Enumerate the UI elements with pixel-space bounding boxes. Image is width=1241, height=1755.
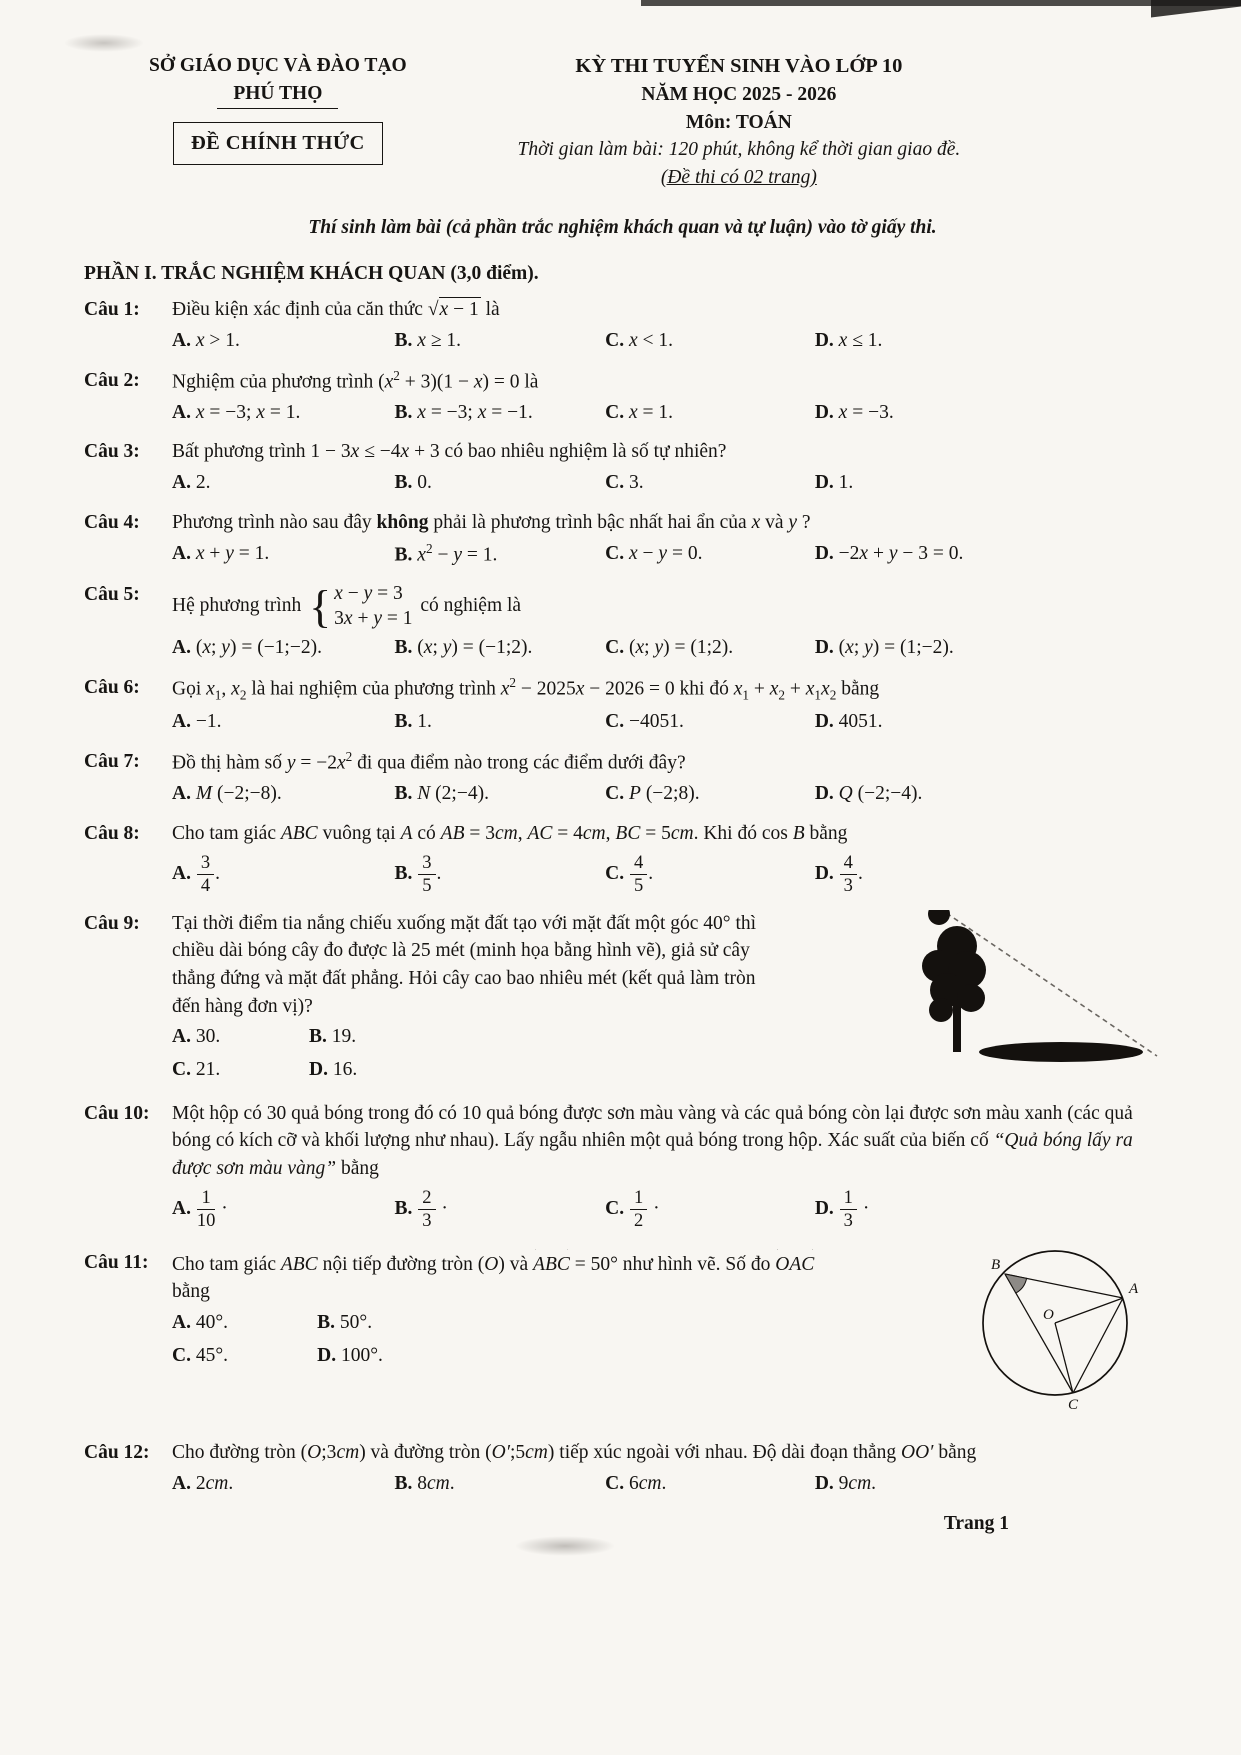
question-options <box>172 708 1161 736</box>
option-C: C. −4051. <box>605 711 684 733</box>
exam-title: KỲ THI TUYỂN SINH VÀO LỚP 10 <box>575 55 903 77</box>
question-text: Cho đường tròn (O;3cm) và đường tròn (O′;5cm) tiếp xúc ngoài với nhau. Độ dài đoạn thẳng OO′ bằng <box>172 1442 977 1464</box>
option-C: C. 21. <box>172 1059 221 1081</box>
option-C: C. 3. <box>605 472 644 494</box>
option-A: A. M (−2;−8). <box>172 783 282 805</box>
question-text: Điều kiện xác định của căn thức √x − 1 là <box>172 299 500 321</box>
option-A: A. 2cm. <box>172 1473 234 1495</box>
question-text: Cho tam giác ABC vuông tại A có AB = 3cm, AC = 4cm, BC = 5cm. Khi đó cos B bằng <box>172 822 848 844</box>
question-text: Cho tam giác ABC nội tiếp đường tròn (O) và ABC = 50° như hình vẽ. Số đo OAC bằng <box>172 1249 1161 1306</box>
option-B: B. 1. <box>394 711 432 733</box>
question-options <box>172 1023 781 1083</box>
circle-diagram <box>955 1249 1161 1413</box>
question-options <box>172 634 1161 662</box>
option-C: C. x < 1. <box>605 329 674 351</box>
question-text: Hệ phương trình { x − y = 3 3x + y = 1 có nghiệm là <box>172 580 522 632</box>
point-label-C: C <box>1068 1396 1079 1413</box>
question-1 <box>84 296 1161 354</box>
question-number: Câu 9: <box>84 912 140 934</box>
question-number: Câu 7: <box>84 751 140 773</box>
question-3 <box>84 438 1161 496</box>
option-D: D. 1. <box>814 472 854 494</box>
question-options <box>172 780 1161 808</box>
question-content <box>172 910 1161 1084</box>
question-options <box>172 540 1161 569</box>
option-A: A. $\frac{1}{10}$ · <box>172 1186 228 1231</box>
question-content <box>172 1439 1161 1497</box>
header-left <box>84 52 472 192</box>
candidate-notice: Thí sinh làm bài (cả phần trắc nghiệm khách quan và tự luận) vào tờ giấy thi. <box>308 216 937 238</box>
option-B: B. $\frac{2}{3}$ · <box>394 1186 448 1231</box>
question-number: Câu 8: <box>84 822 140 844</box>
scan-artifact <box>64 34 144 52</box>
option-A: A. (x; y) = (−1;−2). <box>172 637 322 659</box>
question-number: Câu 2: <box>84 369 140 391</box>
question-options <box>172 327 1161 355</box>
tree-illustration <box>909 910 1161 1072</box>
option-D: D. $\frac{1}{3}$ · <box>814 1186 870 1231</box>
circle-figure <box>955 1249 1161 1422</box>
option-B: B. 50°. <box>317 1312 373 1334</box>
question-options <box>172 399 1161 427</box>
question-12 <box>84 1439 1161 1497</box>
question-text: Đồ thị hàm số $y = -2x^2$ đi qua điểm nào trong các điểm dưới đây? <box>172 749 686 774</box>
option-B: B. N (2;−4). <box>394 783 489 805</box>
option-D: D. 4051. <box>814 711 883 733</box>
question-options <box>172 1186 1161 1233</box>
question-5 <box>84 581 1161 662</box>
question-content <box>172 581 1161 662</box>
section-title: PHẦN I. TRẮC NGHIỆM KHÁCH QUAN (3,0 điểm). <box>84 262 539 284</box>
tree-silhouette <box>922 910 986 1052</box>
option-A: A. $\frac{3}{4}$ . <box>172 851 220 896</box>
question-content <box>172 296 1161 354</box>
question-content <box>172 367 1161 427</box>
page-number: Trang 1 <box>943 1512 1009 1534</box>
question-number: Câu 5: <box>84 583 140 605</box>
question-options <box>172 851 1161 898</box>
option-C: C. P (−2;8). <box>605 783 700 805</box>
option-B: B. $x^2 - y = 1$. <box>394 540 498 566</box>
question-content <box>172 438 1161 496</box>
scan-artifact <box>1151 0 1241 18</box>
option-D: D. 100°. <box>317 1344 383 1366</box>
question-options <box>172 1309 817 1369</box>
exam-subject: Môn: TOÁN <box>685 111 792 133</box>
option-D: D. x = −3. <box>814 401 894 423</box>
province-name: PHÚ THỌ <box>217 80 338 110</box>
province-line <box>84 80 472 110</box>
option-C: C. 45°. <box>172 1344 229 1366</box>
option-C: C. x = 1. <box>605 401 674 423</box>
question-text: Phương trình nào sau đây không phải là phương trình bậc nhất hai ẩn của x và y ? <box>172 511 811 533</box>
question-10 <box>84 1100 1161 1233</box>
question-content <box>172 820 1161 898</box>
question-options <box>172 1470 1161 1498</box>
option-C: C. $\frac{4}{5}$ . <box>605 851 654 896</box>
option-A: A. x = −3; x = 1. <box>172 401 301 423</box>
question-9 <box>84 910 1161 1084</box>
question-6 <box>84 674 1161 736</box>
question-text: Nghiệm của phương trình $(x^2 + 3)(1 - x) = 0$ là <box>172 367 539 393</box>
question-number: Câu 6: <box>84 677 140 699</box>
header <box>84 52 1161 192</box>
scan-artifact <box>515 1536 615 1556</box>
option-D: D. x ≤ 1. <box>814 329 883 351</box>
option-D: D. $\frac{4}{3}$ . <box>814 851 863 896</box>
option-A: A. 40°. <box>172 1312 229 1334</box>
official-exam-badge <box>173 122 383 165</box>
official-exam-label: ĐỀ CHÍNH THỨC <box>190 132 365 155</box>
option-C: C. $\frac{1}{2}$ · <box>605 1186 660 1231</box>
option-A: A. x + y = 1. <box>172 543 270 565</box>
option-C: C. x − y = 0. <box>605 543 703 565</box>
question-8 <box>84 820 1161 898</box>
question-list <box>84 296 1161 1498</box>
question-content <box>172 1100 1161 1233</box>
option-B: B. x = −3; x = −1. <box>394 401 533 423</box>
question-content <box>172 1249 1161 1424</box>
tree-figure <box>909 910 1161 1081</box>
option-B: B. 19. <box>309 1026 357 1048</box>
tree-shadow <box>979 1042 1143 1062</box>
question-number: Câu 4: <box>84 511 140 533</box>
question-content <box>172 674 1161 736</box>
option-C: C. (x; y) = (1;2). <box>605 637 734 659</box>
question-number: Câu 12: <box>84 1442 150 1464</box>
option-B: B. 8cm. <box>394 1473 455 1495</box>
option-D: D. −2x + y − 3 = 0. <box>814 543 964 565</box>
option-D: D. 9cm. <box>814 1473 877 1495</box>
option-B: B. (x; y) = (−1;2). <box>394 637 533 659</box>
question-7 <box>84 748 1161 808</box>
question-content <box>172 509 1161 569</box>
option-B: B. 0. <box>394 472 432 494</box>
department-name: SỞ GIÁO DỤC VÀ ĐÀO TẠO <box>149 55 407 76</box>
option-D: D. 16. <box>309 1059 358 1081</box>
question-4 <box>84 509 1161 569</box>
question-2 <box>84 367 1161 427</box>
header-right <box>472 52 1161 192</box>
question-number: Câu 3: <box>84 441 140 463</box>
question-number: Câu 10: <box>84 1102 150 1124</box>
question-11 <box>84 1249 1161 1424</box>
option-D: D. (x; y) = (1;−2). <box>814 637 954 659</box>
option-D: D. Q (−2;−4). <box>814 783 923 805</box>
exam-duration: Thời gian làm bài: 120 phút, không kể thời gian giao đề. <box>517 139 961 161</box>
option-A: A. x > 1. <box>172 329 240 351</box>
question-text: Một hộp có 30 quả bóng trong đó có 10 quả bóng được sơn màu vàng và các quả bóng còn lại được sơn màu xanh (các quả bóng có kích cỡ và khối lượng như nhau). Lấy ngẫu nhiên một quả bóng trong hộp. Xác suất của biến cố “Quả bóng lấy ra được sơn màu vàng” bằng <box>172 1102 1133 1180</box>
question-content <box>172 748 1161 808</box>
question-text: Tại thời điểm tia nắng chiếu xuống mặt đất tạo với mặt đất một góc 40° thì chiều dài bóng cây đo được là 25 mét (minh họa bằng hình vẽ), giả sử cây thẳng đứng và mặt đất phẳng. Hỏi cây cao bao nhiêu mét (kết quả làm tròn đến hàng đơn vị)? <box>172 912 757 1017</box>
option-B: B. $\frac{3}{5}$ . <box>394 851 442 896</box>
question-text: Gọi $x_1$, $x_2$ là hai nghiệm của phương trình $x^2 - 2025x - 2026 = 0$ khi đó $x_1 + x_2 + x_1x_2$ bằng <box>172 675 880 703</box>
question-options <box>172 469 1161 497</box>
option-A: A. −1. <box>172 711 222 733</box>
option-A: A. 2. <box>172 472 211 494</box>
exam-pages-note: (Đề thi có 02 trang) <box>660 167 817 189</box>
question-text: Bất phương trình 1 − 3x ≤ −4x + 3 có bao nhiêu nghiệm là số tự nhiên? <box>172 441 727 463</box>
option-B: B. x ≥ 1. <box>394 329 462 351</box>
question-number: Câu 1: <box>84 299 140 321</box>
question-number: Câu 11: <box>84 1251 149 1273</box>
exam-school-year: NĂM HỌC 2025 - 2026 <box>641 84 837 106</box>
point-label-O: O <box>1043 1306 1054 1323</box>
angle-B-wedge <box>1005 1274 1027 1293</box>
point-label-A: A <box>1129 1280 1139 1297</box>
option-C: C. 6cm. <box>605 1473 667 1495</box>
point-label-B: B <box>991 1256 1001 1273</box>
option-A: A. 30. <box>172 1026 221 1048</box>
